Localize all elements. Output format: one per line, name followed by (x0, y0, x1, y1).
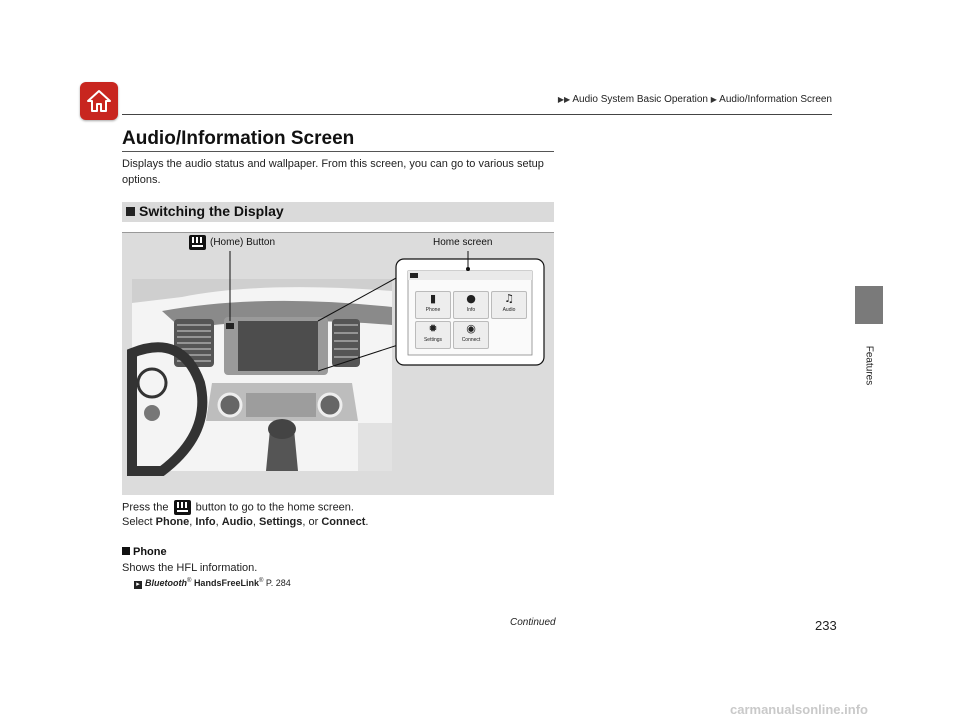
press-text-before: Press the (122, 501, 169, 514)
page-number: 233 (815, 618, 837, 633)
section-title: Switching the Display (139, 203, 284, 219)
home-key-icon (189, 235, 206, 250)
tile-label: Settings (423, 337, 443, 343)
car-interior-illustration (132, 279, 392, 471)
xref-title: Bluetooth (145, 578, 187, 588)
home-screen-tiles (415, 291, 529, 347)
option-settings: Settings (258, 516, 303, 528)
phone-icon: ▮ (429, 292, 437, 305)
xref-registered: ® (258, 578, 264, 584)
header-divider (122, 114, 832, 115)
house-icon (85, 87, 113, 115)
separator: . (365, 516, 369, 528)
option-audio: Audio (221, 516, 253, 528)
xref-registered: ® (187, 578, 192, 584)
home-button-label-text: (Home) Button (210, 237, 276, 249)
breadcrumb-link-2[interactable]: Audio/Information Screen (719, 94, 832, 105)
separator: , (215, 516, 219, 528)
tile-settings[interactable] (415, 321, 451, 349)
select-prefix: Select (122, 516, 153, 528)
page-title: Audio/Information Screen (122, 128, 355, 149)
tile-connect[interactable] (453, 321, 489, 349)
reference-arrow-icon: ▸ (134, 581, 142, 589)
tile-label: Connect (461, 337, 481, 343)
press-text-after: button to go to the home screen. (195, 501, 354, 514)
title-divider (122, 151, 554, 152)
breadcrumb-arrow-icon: ▶ (710, 95, 717, 104)
subheading-bullet-icon (122, 547, 130, 555)
chapter-tab[interactable] (855, 286, 883, 324)
tile-info[interactable] (453, 291, 489, 319)
section-header (122, 202, 554, 222)
separator: , (252, 516, 256, 528)
cross-reference-link[interactable] (134, 578, 291, 589)
tile-phone[interactable] (415, 291, 451, 319)
info-icon: ● (466, 292, 476, 305)
section-bullet-icon (126, 207, 135, 216)
gear-icon: ✹ (428, 322, 438, 335)
tile-label: Phone (425, 307, 441, 313)
watermark: carmanualsonline.info (730, 702, 868, 717)
option-phone: Phone (155, 516, 190, 528)
separator: , or (302, 516, 319, 528)
chapter-tab-label (851, 338, 887, 398)
home-button-label (189, 235, 275, 250)
separator: , (189, 516, 193, 528)
breadcrumb-arrow-icon: ▶▶ (557, 95, 571, 104)
xref-rest: HandsFreeLink (193, 578, 259, 588)
home-key-icon (174, 500, 191, 515)
breadcrumb (558, 94, 832, 105)
dashboard-figure (122, 232, 554, 495)
home-button[interactable] (80, 82, 118, 120)
tile-audio[interactable] (491, 291, 527, 319)
breadcrumb-link-1[interactable]: Audio System Basic Operation (572, 94, 708, 105)
connect-icon: ◉ (466, 322, 476, 335)
dashboard-illustration (122, 233, 554, 495)
phone-subheading-text: Phone (133, 546, 167, 558)
press-instruction (122, 500, 354, 515)
continued-label: Continued (510, 617, 556, 628)
option-connect: Connect (321, 516, 366, 528)
phone-description: Shows the HFL information. (122, 562, 258, 574)
music-note-icon: ♫ (504, 292, 514, 305)
xref-page: P. 284 (265, 578, 291, 588)
option-info: Info (195, 516, 216, 528)
tile-label: Info (466, 307, 476, 313)
intro-text: Displays the audio status and wallpaper. From this screen, you can go to various setup options. (122, 158, 544, 186)
phone-subheading (122, 546, 167, 558)
chapter-tab-text: Features (863, 345, 875, 386)
select-instruction (122, 516, 368, 528)
home-screen-label: Home screen (433, 237, 493, 248)
tile-label: Audio (502, 307, 516, 313)
